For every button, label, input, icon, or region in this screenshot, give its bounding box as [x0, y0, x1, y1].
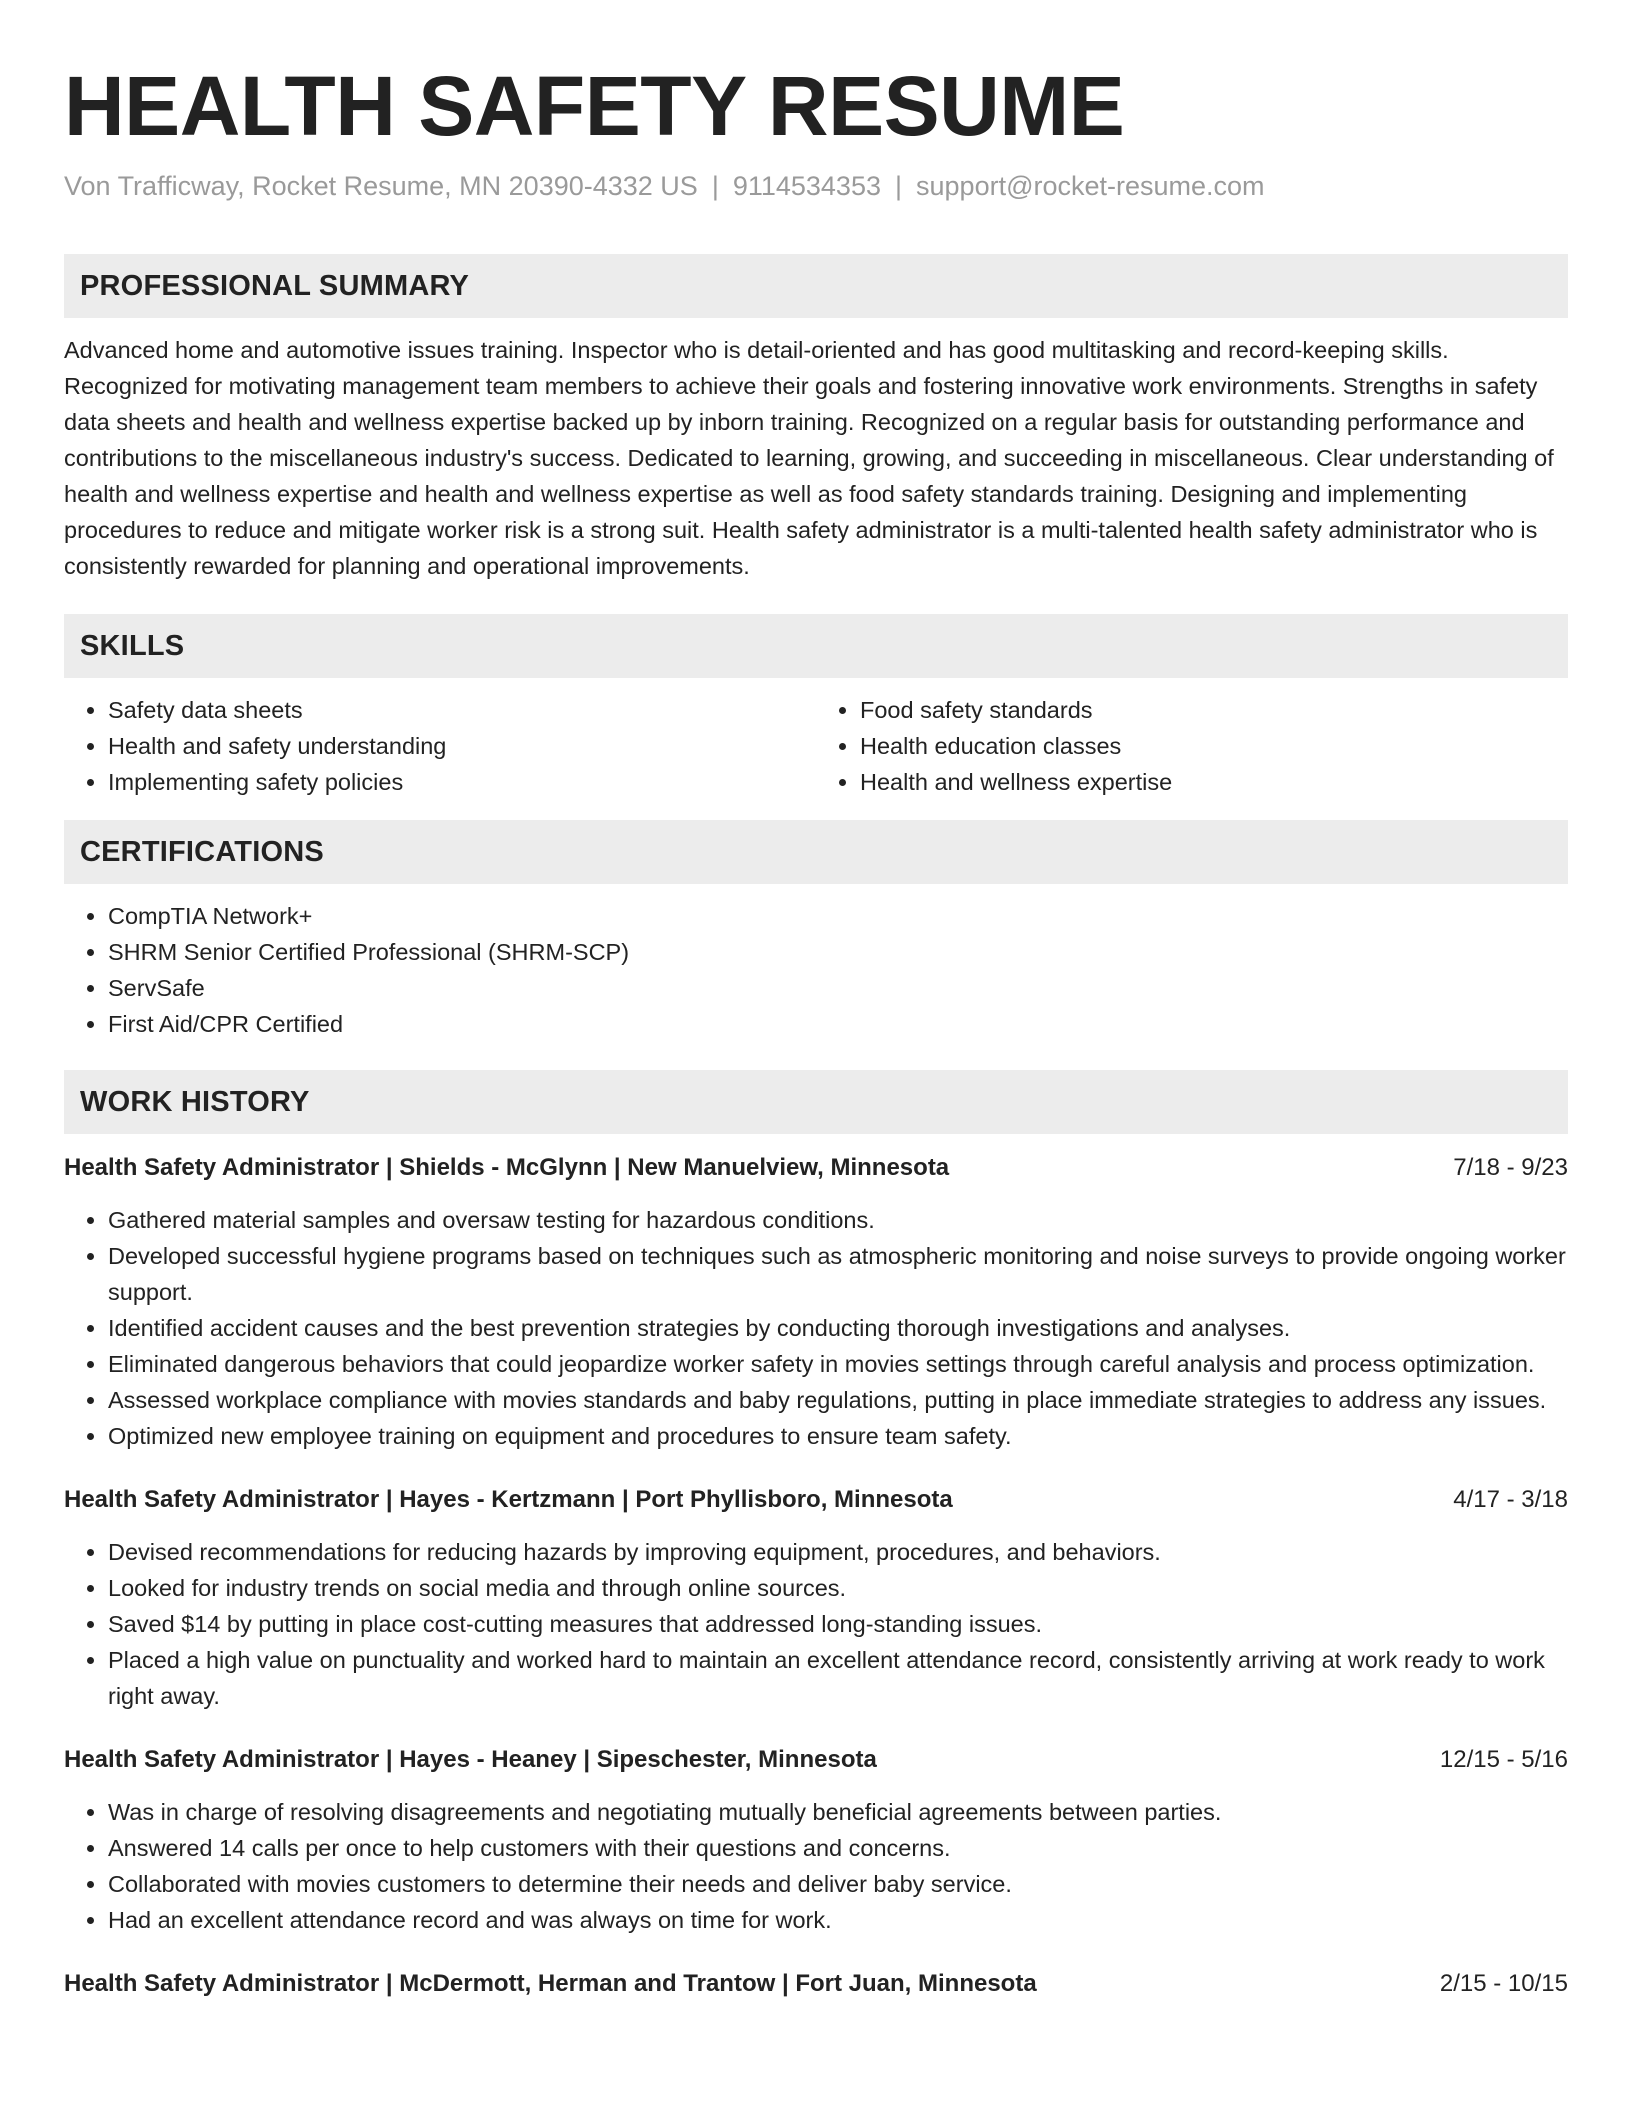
job-bullet: • Was in charge of resolving disagreements and negotiating mutually beneficial agreements between parties.: [108, 1794, 1568, 1830]
certification-item: • ServSafe: [108, 970, 1568, 1006]
job-bullet: • Gathered material samples and oversaw testing for hazardous conditions.: [108, 1202, 1568, 1238]
skill-item: • Health and safety understanding: [108, 728, 816, 764]
job-dates: 2/15 - 10/15: [1439, 1970, 1568, 1997]
job-dates: 4/17 - 3/18: [1453, 1486, 1568, 1513]
job-header: [64, 1150, 1568, 1186]
job-header: [64, 1742, 1568, 1778]
job-bullet: • Answered 14 calls per once to help customers with their questions and concerns.: [108, 1830, 1568, 1866]
section-header-skills: SKILLS: [64, 614, 1568, 678]
job-bullet: • Had an excellent attendance record and was always on time for work.: [108, 1902, 1568, 1938]
skill-item: • Health and wellness expertise: [860, 764, 1568, 800]
job-header: [64, 1966, 1568, 2002]
job-dates: 7/18 - 9/23: [1453, 1154, 1568, 1181]
resume-page: [64, 0, 1568, 2002]
skill-item: • Implementing safety policies: [108, 764, 816, 800]
job-bullet: • Assessed workplace compliance with movies standards and baby regulations, putting in place immediate strategies to address any issues.: [108, 1382, 1568, 1418]
job-entry: [64, 1966, 1568, 2002]
skill-item: • Health education classes: [860, 728, 1568, 764]
skills-column-left: [64, 692, 816, 800]
job-bullet: • Identified accident causes and the best prevention strategies by conducting thorough investigations and analyses.: [108, 1310, 1568, 1346]
job-entry: [64, 1150, 1568, 1454]
job-bullet: • Developed successful hygiene programs based on techniques such as atmospheric monitoring and noise surveys to provide ongoing worker support.: [108, 1238, 1568, 1310]
skills-list: [64, 692, 1568, 800]
resume-title: HEALTH SAFETY RESUME: [64, 59, 1125, 153]
email: support@rocket-resume.com: [916, 171, 1265, 201]
job-title: Health Safety Administrator | Hayes - Kertzmann | Port Phyllisboro, Minnesota: [64, 1486, 953, 1513]
contact-separator: |: [711, 171, 719, 201]
address: Von Trafficway, Rocket Resume, MN 20390-4332 US: [64, 171, 698, 201]
certification-item: • CompTIA Network+: [108, 898, 1568, 934]
contact-line: [64, 168, 1568, 204]
section-header-work-history: WORK HISTORY: [64, 1070, 1568, 1134]
job-bullets: [64, 1202, 1568, 1454]
job-title: Health Safety Administrator | Hayes - Heaney | Sipeschester, Minnesota: [64, 1746, 877, 1773]
job-bullet: • Devised recommendations for reducing hazards by improving equipment, procedures, and behaviors.: [108, 1534, 1568, 1570]
contact-separator: |: [895, 171, 903, 201]
phone: 9114534353: [732, 171, 881, 201]
job-bullet: • Placed a high value on punctuality and worked hard to maintain an excellent attendance record, consistently arriving at work ready to work right away.: [108, 1642, 1568, 1714]
job-bullet: • Looked for industry trends on social media and through online sources.: [108, 1570, 1568, 1606]
job-bullet: • Optimized new employee training on equipment and procedures to ensure team safety.: [108, 1418, 1568, 1454]
skill-item: • Safety data sheets: [108, 692, 816, 728]
job-bullets: [64, 1534, 1568, 1714]
section-header-summary: PROFESSIONAL SUMMARY: [64, 254, 1568, 318]
job-header: [64, 1482, 1568, 1518]
job-title: Health Safety Administrator | McDermott, Herman and Trantow | Fort Juan, Minnesota: [64, 1970, 1037, 1997]
job-bullets: [64, 1794, 1568, 1938]
job-bullet: • Saved $14 by putting in place cost-cutting measures that addressed long-standing issues.: [108, 1606, 1568, 1642]
skill-item: • Food safety standards: [860, 692, 1568, 728]
job-bullet: • Eliminated dangerous behaviors that could jeopardize worker safety in movies settings through careful analysis and process optimization.: [108, 1346, 1568, 1382]
job-dates: 12/15 - 5/16: [1439, 1746, 1568, 1773]
skills-column-right: [816, 692, 1568, 800]
job-title: Health Safety Administrator | Shields - McGlynn | New Manuelview, Minnesota: [64, 1154, 950, 1181]
section-header-certifications: CERTIFICATIONS: [64, 820, 1568, 884]
job-bullet: • Collaborated with movies customers to determine their needs and deliver baby service.: [108, 1866, 1568, 1902]
certification-item: • First Aid/CPR Certified: [108, 1006, 1568, 1042]
certification-item: • SHRM Senior Certified Professional (SHRM-SCP): [108, 934, 1568, 970]
job-entry: [64, 1482, 1568, 1714]
summary-text: Advanced home and automotive issues training. Inspector who is detail-oriented and has good multitasking and record-keeping skills. Recognized for motivating management team members to achieve their goals and fostering innovative work environments. Strengths in safety data sheets and health and wellness expertise backed up by inborn training. Recognized on a regular basis for outstanding performance and contributions to the miscellaneous industry's success. Dedicated to learning, growing, and succeeding in miscellaneous. Clear understanding of health and wellness expertise and health and wellness expertise as well as food safety standards training. Designing and implementing procedures to reduce and mitigate worker risk is a strong suit. Health safety administrator is a multi-talented health safety administrator who is consistently rewarded for planning and operational improvements.: [64, 337, 1554, 579]
job-entry: [64, 1742, 1568, 1938]
certifications-list: [64, 898, 1568, 1042]
